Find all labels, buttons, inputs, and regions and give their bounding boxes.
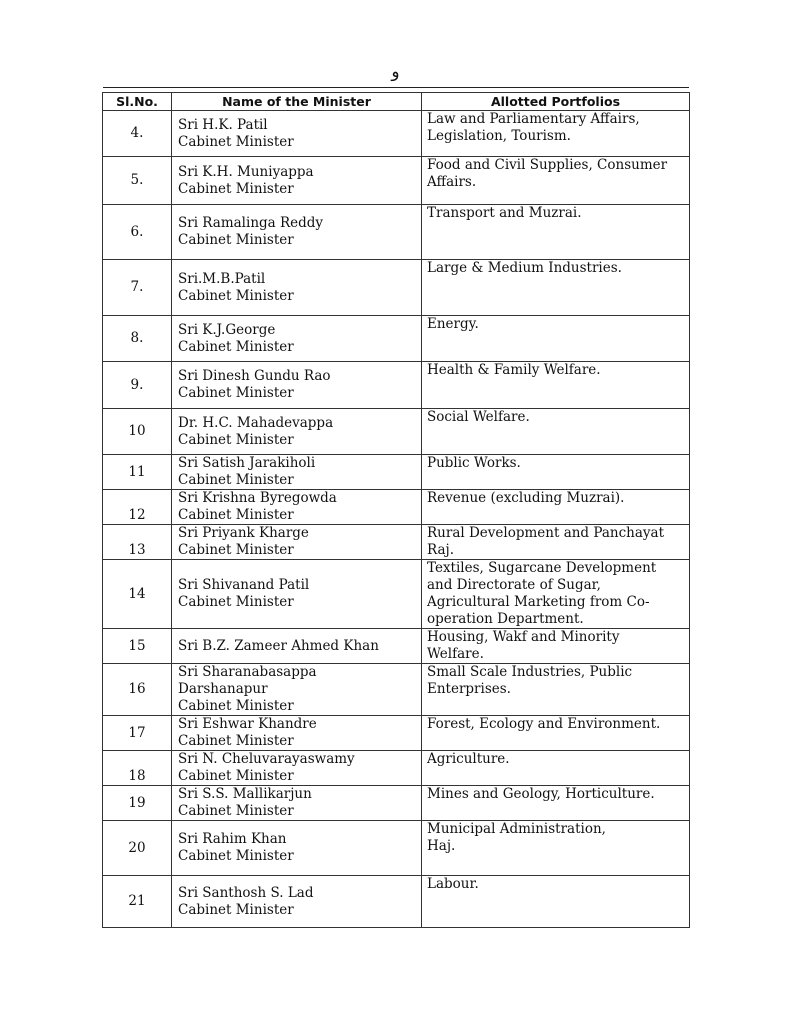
minister-name-cell (172, 629, 422, 664)
table-row (103, 751, 690, 786)
sl-no: 13 (128, 542, 146, 558)
minister-name-cell (172, 260, 422, 316)
table-row (103, 821, 690, 876)
portfolio-cell (422, 316, 690, 362)
table-row (103, 409, 690, 455)
portfolio-cell (422, 821, 690, 876)
minister-designation: Cabinet Minister (178, 803, 294, 819)
minister-name-cell (172, 111, 422, 157)
minister-designation: Cabinet Minister (178, 472, 294, 488)
minister-name-cell (172, 664, 422, 716)
portfolio-cell (422, 525, 690, 560)
minister-designation: Cabinet Minister (178, 768, 294, 784)
sl-no-cell (103, 716, 172, 751)
portfolio-text: Agricultural Marketing from Co- (427, 594, 650, 610)
table-row (103, 362, 690, 409)
sl-no-cell (103, 560, 172, 629)
portfolio-text: Textiles, Sugarcane Development (427, 560, 657, 576)
sl-no-cell (103, 316, 172, 362)
table-row (103, 205, 690, 260)
minister-name: Sri.M.B.Patil (178, 270, 266, 287)
minister-designation: Cabinet Minister (178, 507, 294, 523)
minister-name: Sri S.S. Mallikarjun (178, 786, 312, 802)
portfolio-cell (422, 362, 690, 409)
table-row (103, 786, 690, 821)
portfolio-cell (422, 786, 690, 821)
minister-name: Sri Eshwar Khandre (178, 716, 317, 732)
portfolio-cell (422, 409, 690, 455)
table-row (103, 876, 690, 928)
sl-no: 17 (128, 724, 146, 741)
minister-name: Sri K.H. Muniyappa (178, 163, 314, 180)
minister-name: Sri Shivanand Patil (178, 577, 310, 593)
sl-no: 11 (128, 463, 146, 480)
minister-name-cell (172, 716, 422, 751)
portfolio-text: and Directorate of Sugar, (427, 577, 601, 593)
minister-designation: Cabinet Minister (178, 431, 294, 448)
minister-name: Sri Ramalinga Reddy (178, 215, 324, 231)
table-row (103, 716, 690, 751)
sl-no: 18 (128, 768, 146, 784)
minister-designation: Cabinet Minister (178, 698, 294, 714)
portfolio-text: Enterprises. (427, 681, 511, 697)
table-row (103, 157, 690, 205)
sl-no-cell (103, 821, 172, 876)
minister-designation: Cabinet Minister (178, 338, 294, 355)
sl-no: 5. (130, 172, 144, 188)
portfolio-text: Forest, Ecology and Environment. (427, 716, 661, 732)
table-row (103, 560, 690, 629)
minister-name: Sri Sharanabasappa (178, 664, 317, 680)
minister-designation: Cabinet Minister (178, 901, 294, 918)
portfolio-text: Small Scale Industries, Public (427, 664, 633, 680)
table-row (103, 664, 690, 716)
portfolio-text: Haj. (427, 838, 456, 854)
portfolio-cell (422, 716, 690, 751)
sl-no: 9. (130, 376, 144, 393)
minister-name: Sri N. Cheluvarayaswamy (178, 751, 355, 767)
minister-name-cell (172, 455, 422, 490)
minister-name-cell (172, 876, 422, 928)
sl-no-cell (103, 525, 172, 560)
portfolio-cell (422, 260, 690, 316)
header-portfolios: Allotted Portfolios (422, 93, 690, 111)
portfolio-text: Housing, Wakf and Minority (427, 629, 620, 645)
portfolio-text: Energy. (427, 316, 479, 332)
sl-no-cell (103, 111, 172, 157)
sl-no: 4. (130, 125, 144, 141)
table-row (103, 455, 690, 490)
portfolio-text: Transport and Muzrai. (427, 205, 582, 221)
minister-name: Sri Satish Jarakiholi (178, 455, 316, 471)
minister-designation: Cabinet Minister (178, 542, 294, 558)
sl-no: 12 (128, 507, 146, 523)
minister-name-cell (172, 560, 422, 629)
sl-no-cell (103, 260, 172, 316)
minister-name-cell (172, 362, 422, 409)
sl-no-cell (103, 490, 172, 525)
portfolio-cell (422, 876, 690, 928)
sl-no: 20 (128, 839, 146, 856)
sl-no-cell (103, 751, 172, 786)
portfolio-text: Affairs. (427, 174, 477, 190)
portfolio-text: Raj. (427, 542, 454, 558)
table-row (103, 316, 690, 362)
sl-no-cell (103, 157, 172, 205)
portfolio-text: Food and Civil Supplies, Consumer (427, 157, 668, 173)
table-row (103, 260, 690, 316)
top-rule (103, 87, 689, 88)
portfolio-text: Welfare. (427, 646, 484, 662)
sl-no-cell (103, 409, 172, 455)
portfolio-text: operation Department. (427, 611, 584, 627)
header-minister-name: Name of the Minister (172, 93, 422, 111)
minister-name-cell (172, 157, 422, 205)
portfolio-cell (422, 664, 690, 716)
portfolio-text: Municipal Administration, (427, 821, 606, 837)
portfolio-cell (422, 751, 690, 786)
portfolio-cell (422, 560, 690, 629)
portfolio-text: Large & Medium Industries. (427, 260, 622, 276)
portfolio-text: Labour. (427, 876, 479, 892)
table-row (103, 490, 690, 525)
portfolio-text: Social Welfare. (427, 409, 530, 425)
minister-name: Sri H.K. Patil (178, 116, 268, 133)
minister-designation: Cabinet Minister (178, 232, 294, 248)
page-mark: و (391, 62, 400, 82)
minister-name: Dr. H.C. Mahadevappa (178, 414, 334, 431)
sl-no: 14 (128, 585, 146, 602)
portfolio-text: Agriculture. (427, 751, 510, 767)
portfolio-cell (422, 455, 690, 490)
minister-designation: Cabinet Minister (178, 180, 294, 197)
portfolio-text: Rural Development and Panchayat (427, 525, 664, 541)
sl-no-cell (103, 786, 172, 821)
minister-name-cell (172, 525, 422, 560)
minister-designation: Cabinet Minister (178, 594, 294, 610)
sl-no: 7. (130, 279, 144, 295)
portfolio-text: Mines and Geology, Horticulture. (427, 786, 655, 802)
minister-name-cell (172, 751, 422, 786)
minister-name-cell (172, 205, 422, 260)
sl-no: 15 (128, 637, 146, 654)
minister-name: Sri B.Z. Zameer Ahmed Khan (178, 637, 379, 654)
sl-no-cell (103, 455, 172, 490)
table-row (103, 525, 690, 560)
sl-no: 21 (128, 893, 146, 909)
portfolio-text: Legislation, Tourism. (427, 128, 571, 144)
sl-no-cell (103, 205, 172, 260)
sl-no: 16 (128, 681, 146, 697)
table-header-row (103, 93, 690, 111)
sl-no-cell (103, 362, 172, 409)
sl-no: 19 (128, 794, 146, 811)
minister-name-cell (172, 786, 422, 821)
minister-name-cell (172, 490, 422, 525)
table-row (103, 111, 690, 157)
sl-no-cell (103, 629, 172, 664)
header-sl-no: Sl.No. (103, 93, 172, 111)
minister-name: Sri Rahim Khan (178, 831, 287, 847)
sl-no: 6. (130, 223, 144, 240)
portfolio-text: Public Works. (427, 455, 521, 471)
minister-name: Sri Krishna Byregowda (178, 490, 337, 506)
portfolio-cell (422, 629, 690, 664)
minister-name: Sri Santhosh S. Lad (178, 884, 314, 901)
sl-no-cell (103, 664, 172, 716)
sl-no-cell (103, 876, 172, 928)
ministers-table (102, 92, 690, 928)
minister-name: Sri K.J.George (178, 321, 276, 338)
table-row (103, 629, 690, 664)
minister-designation: Cabinet Minister (178, 133, 294, 150)
portfolio-text: Revenue (excluding Muzrai). (427, 490, 625, 506)
minister-designation: Cabinet Minister (178, 287, 294, 304)
minister-designation: Cabinet Minister (178, 733, 294, 749)
minister-name-cell (172, 409, 422, 455)
minister-designation: Cabinet Minister (178, 385, 294, 401)
portfolio-cell (422, 111, 690, 157)
minister-name-cell (172, 821, 422, 876)
portfolio-text: Health & Family Welfare. (427, 362, 601, 378)
minister-name-cell (172, 316, 422, 362)
portfolio-cell (422, 205, 690, 260)
minister-designation: Cabinet Minister (178, 848, 294, 864)
portfolio-cell (422, 157, 690, 205)
portfolio-text: Law and Parliamentary Affairs, (427, 111, 640, 127)
minister-name: Darshanapur (178, 681, 268, 697)
minister-name: Sri Dinesh Gundu Rao (178, 368, 331, 384)
sl-no: 10 (128, 423, 146, 439)
minister-name: Sri Priyank Kharge (178, 525, 309, 541)
portfolio-cell (422, 490, 690, 525)
sl-no: 8. (130, 330, 144, 346)
